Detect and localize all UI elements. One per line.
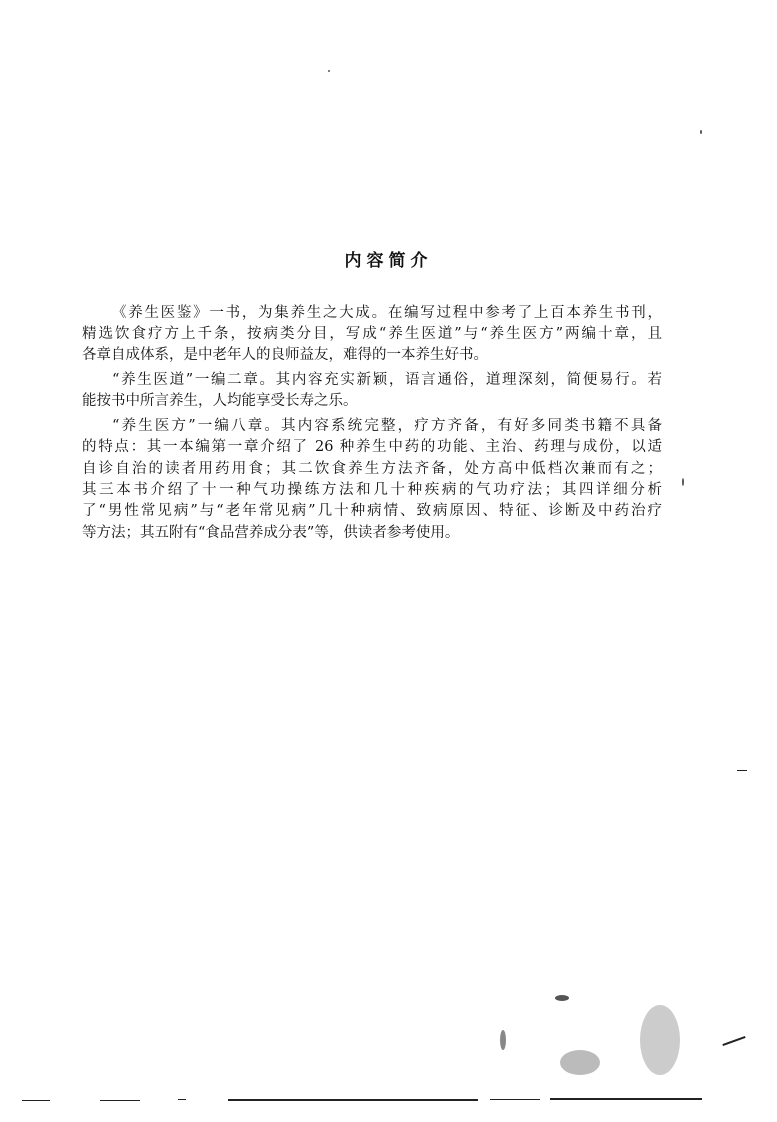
scan-line (722, 1036, 745, 1046)
scan-speck (682, 478, 684, 486)
scan-line (490, 1099, 540, 1100)
scan-line (228, 1099, 478, 1101)
text-line: 了“男性常见病”与“老年常见病”几十种病情、致病原因、特征、诊断及中药治疗 (82, 503, 662, 519)
scan-line (737, 770, 747, 771)
text-line: “养生医方”一编八章。其内容系统完整，疗方齐备，有好多同类书籍不具备 (112, 418, 662, 434)
text-line: “养生医道”一编二章。其内容充实新颖，语言通俗，道理深刻，简便易行。若 (112, 372, 662, 388)
scan-line (178, 1099, 186, 1100)
scan-speck (700, 130, 702, 134)
text-line: 各章自成体系，是中老年人的良师益友，难得的一本养生好书。 (82, 347, 488, 363)
scan-line (22, 1100, 50, 1101)
text-line: 能按书中所言养生，人均能享受长寿之乐。 (82, 393, 358, 409)
scan-speck (640, 1005, 680, 1075)
scan-line (550, 1098, 702, 1100)
page-title: 内容简介 (344, 251, 433, 271)
scan-speck (555, 995, 569, 1001)
scan-speck (328, 70, 330, 72)
scan-speck (500, 1030, 506, 1050)
text-line: 精选饮食疗方上千条，按病类分目，写成“养生医道”与“养生医方”两编十章，且 (82, 326, 662, 342)
scan-line (100, 1100, 140, 1101)
text-line: 自诊自治的读者用药用食；其二饮食养生方法齐备，处方高中低档次兼而有之； (82, 461, 662, 477)
text-line: 等方法；其五附有“食品营养成分表”等，供读者参考使用。 (82, 525, 460, 541)
scan-speck (560, 1050, 600, 1075)
text-line: 《养生医鉴》一书，为集养生之大成。在编写过程中参考了上百本养生书刊， (112, 305, 662, 321)
text-line: 的特点：其一本编第一章介绍了 26 种养生中药的功能、主治、药理与成份，以适 (82, 439, 662, 455)
text-line: 其三本书介绍了十一种气功操练方法和几十种疾病的气功疗法；其四详细分析 (82, 482, 662, 498)
